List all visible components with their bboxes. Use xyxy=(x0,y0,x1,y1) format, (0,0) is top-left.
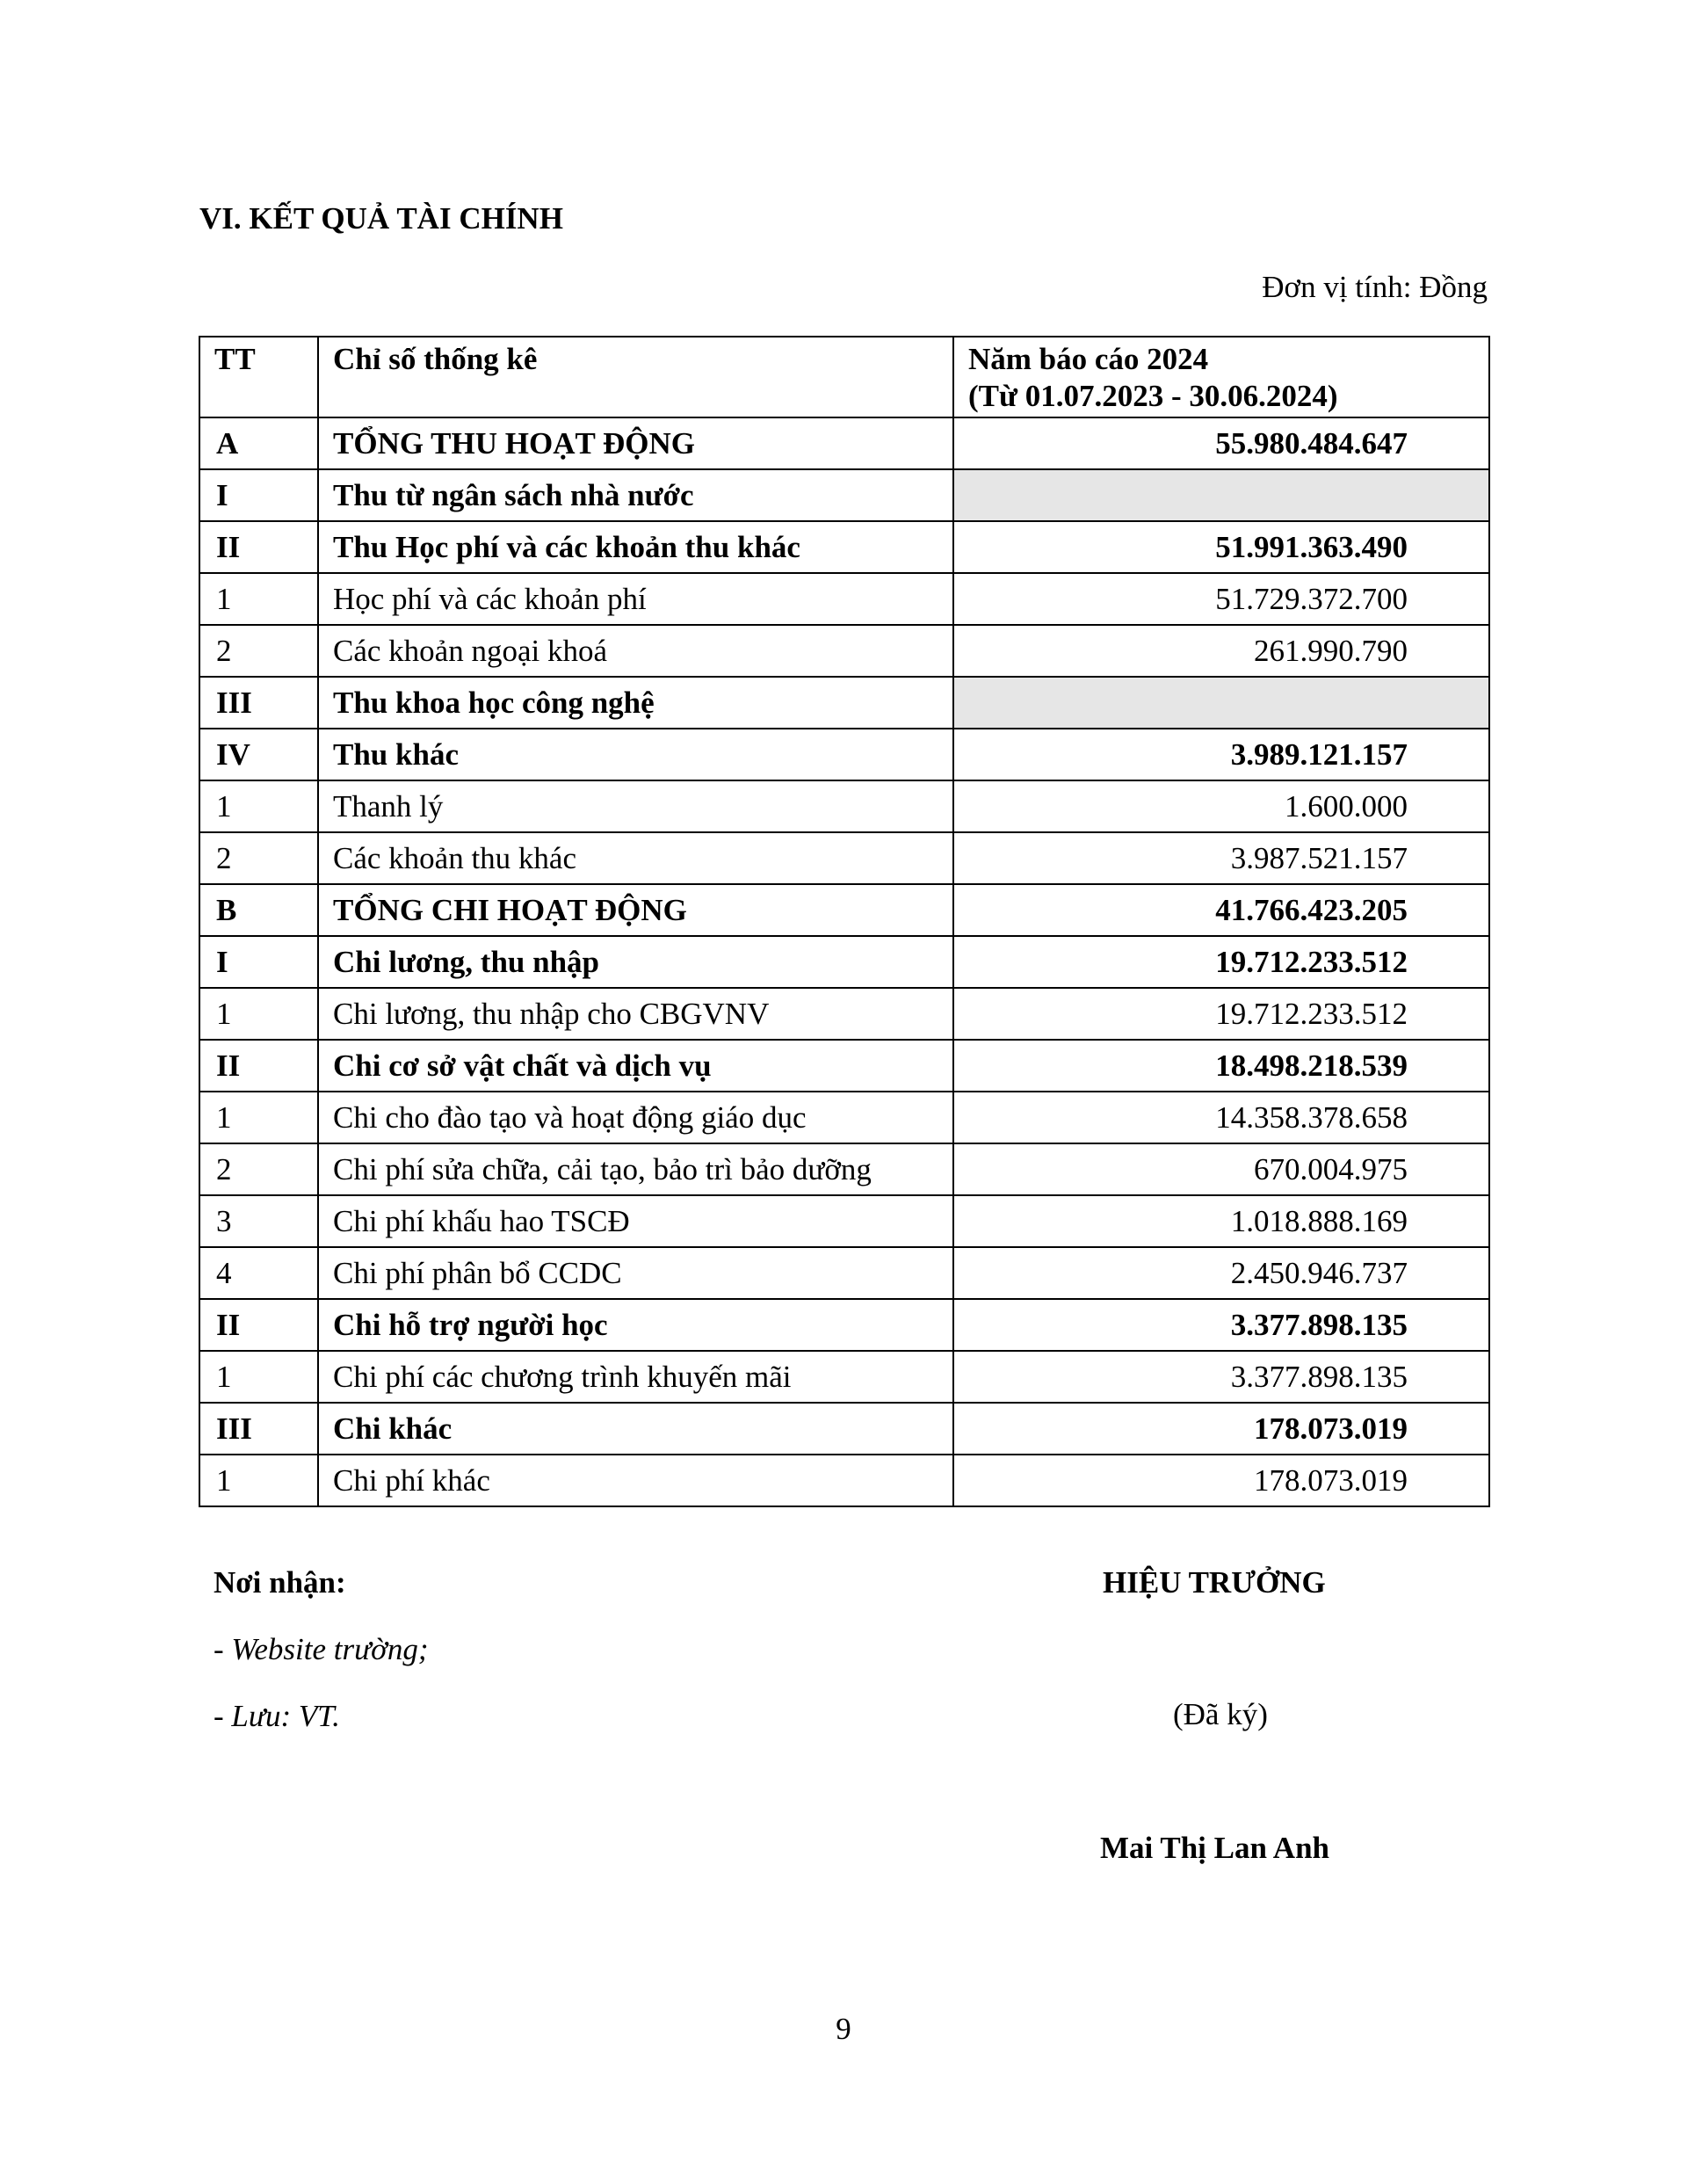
row-value: 51.991.363.490 xyxy=(953,521,1489,573)
row-tt: 1 xyxy=(199,988,318,1040)
table-row xyxy=(199,1040,1489,1092)
table-row xyxy=(199,1092,1489,1143)
row-value: 2.450.946.737 xyxy=(953,1247,1489,1299)
table-row xyxy=(199,988,1489,1040)
recipients-title: Nơi nhận: xyxy=(214,1565,346,1600)
section-title: VI. KẾT QUẢ TÀI CHÍNH xyxy=(199,201,563,236)
row-tt: III xyxy=(199,1403,318,1455)
row-label: Thu Học phí và các khoản thu khác xyxy=(318,521,953,573)
row-value xyxy=(953,469,1489,521)
header-year-line1: Năm báo cáo 2024 xyxy=(968,342,1209,376)
page-number: 9 xyxy=(836,2012,851,2046)
table-row xyxy=(199,780,1489,832)
row-tt: II xyxy=(199,1040,318,1092)
row-tt: 1 xyxy=(199,1351,318,1403)
table-row xyxy=(199,1143,1489,1195)
row-label: Chi phí phân bổ CCDC xyxy=(318,1247,953,1299)
table-row xyxy=(199,625,1489,677)
signature-note: (Đã ký) xyxy=(1173,1697,1268,1731)
table-row xyxy=(199,417,1489,469)
signatory-name: Mai Thị Lan Anh xyxy=(1100,1831,1329,1865)
table-row xyxy=(199,884,1489,936)
row-tt: I xyxy=(199,469,318,521)
row-label: Học phí và các khoản phí xyxy=(318,573,953,625)
row-tt: 3 xyxy=(199,1195,318,1247)
financial-results-table xyxy=(199,336,1490,1507)
row-tt: 2 xyxy=(199,625,318,677)
header-tt: TT xyxy=(199,337,318,417)
table-row xyxy=(199,1247,1489,1299)
row-value: 51.729.372.700 xyxy=(953,573,1489,625)
row-value: 261.990.790 xyxy=(953,625,1489,677)
row-label: Thanh lý xyxy=(318,780,953,832)
row-tt: 1 xyxy=(199,780,318,832)
table-header-row xyxy=(199,337,1489,417)
header-year-line2: (Từ 01.07.2023 - 30.06.2024) xyxy=(968,379,1338,413)
row-value: 3.377.898.135 xyxy=(953,1351,1489,1403)
row-label: TỔNG THU HOẠT ĐỘNG xyxy=(318,417,953,469)
recipient-item: - Lưu: VT. xyxy=(214,1699,340,1733)
row-tt: II xyxy=(199,521,318,573)
row-tt: 2 xyxy=(199,1143,318,1195)
row-value: 178.073.019 xyxy=(953,1403,1489,1455)
row-label: TỔNG CHI HOẠT ĐỘNG xyxy=(318,884,953,936)
table-row xyxy=(199,677,1489,729)
row-value: 55.980.484.647 xyxy=(953,417,1489,469)
row-tt: 1 xyxy=(199,573,318,625)
row-label: Chi phí các chương trình khuyến mãi xyxy=(318,1351,953,1403)
table-row xyxy=(199,1195,1489,1247)
row-label: Chi cho đào tạo và hoạt động giáo dục xyxy=(318,1092,953,1143)
row-label: Các khoản ngoại khoá xyxy=(318,625,953,677)
row-label: Chi phí khác xyxy=(318,1455,953,1506)
row-label: Thu khác xyxy=(318,729,953,780)
row-tt: 2 xyxy=(199,832,318,884)
row-tt: I xyxy=(199,936,318,988)
row-label: Chi lương, thu nhập xyxy=(318,936,953,988)
header-year xyxy=(953,337,1489,417)
row-tt: B xyxy=(199,884,318,936)
row-tt: IV xyxy=(199,729,318,780)
row-label: Chi khác xyxy=(318,1403,953,1455)
row-value: 19.712.233.512 xyxy=(953,936,1489,988)
row-value: 3.987.521.157 xyxy=(953,832,1489,884)
row-tt: 1 xyxy=(199,1455,318,1506)
table-row xyxy=(199,936,1489,988)
row-value: 19.712.233.512 xyxy=(953,988,1489,1040)
table-row xyxy=(199,521,1489,573)
table-row xyxy=(199,573,1489,625)
header-indicator: Chỉ số thống kê xyxy=(318,337,953,417)
table-row xyxy=(199,832,1489,884)
unit-label: Đơn vị tính: Đồng xyxy=(1262,270,1488,304)
row-tt: 4 xyxy=(199,1247,318,1299)
row-tt: A xyxy=(199,417,318,469)
row-label: Chi lương, thu nhập cho CBGVNV xyxy=(318,988,953,1040)
row-value: 18.498.218.539 xyxy=(953,1040,1489,1092)
row-tt: 1 xyxy=(199,1092,318,1143)
row-value: 14.358.378.658 xyxy=(953,1092,1489,1143)
table-row xyxy=(199,1403,1489,1455)
row-value: 1.018.888.169 xyxy=(953,1195,1489,1247)
table-row xyxy=(199,1455,1489,1506)
table-row xyxy=(199,1299,1489,1351)
table-row xyxy=(199,1351,1489,1403)
table-body xyxy=(199,417,1489,1506)
row-value: 41.766.423.205 xyxy=(953,884,1489,936)
row-label: Các khoản thu khác xyxy=(318,832,953,884)
row-label: Chi cơ sở vật chất và dịch vụ xyxy=(318,1040,953,1092)
table-row xyxy=(199,729,1489,780)
row-value xyxy=(953,677,1489,729)
row-value: 670.004.975 xyxy=(953,1143,1489,1195)
recipient-item: - Website trường; xyxy=(214,1632,429,1666)
row-label: Chi phí sửa chữa, cải tạo, bảo trì bảo dưỡng xyxy=(318,1143,953,1195)
row-value: 1.600.000 xyxy=(953,780,1489,832)
row-tt: II xyxy=(199,1299,318,1351)
row-value: 3.989.121.157 xyxy=(953,729,1489,780)
row-value: 178.073.019 xyxy=(953,1455,1489,1506)
table-row xyxy=(199,469,1489,521)
row-label: Thu khoa học công nghệ xyxy=(318,677,953,729)
signature-title: HIỆU TRƯỞNG xyxy=(1103,1565,1326,1600)
row-tt: III xyxy=(199,677,318,729)
row-label: Chi hỗ trợ người học xyxy=(318,1299,953,1351)
row-label: Chi phí khấu hao TSCĐ xyxy=(318,1195,953,1247)
row-label: Thu từ ngân sách nhà nước xyxy=(318,469,953,521)
row-value: 3.377.898.135 xyxy=(953,1299,1489,1351)
